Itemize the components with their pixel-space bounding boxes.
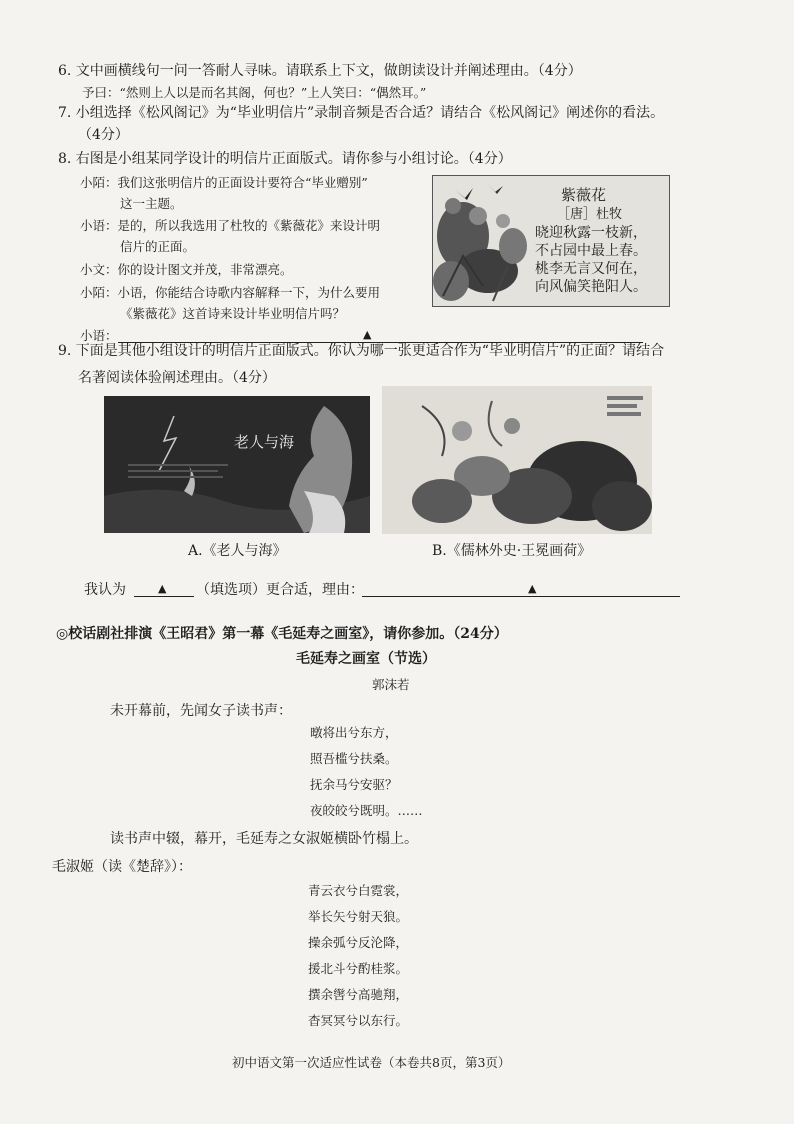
q8-prompt: 8. 右图是小组某同学设计的明信片正面版式。请你参与小组讨论。（4分） (58, 151, 512, 167)
lotus-painting-icon (382, 386, 652, 534)
q9-reason-line[interactable] (362, 596, 680, 597)
postcard-author: ［唐］杜牧 (557, 207, 623, 222)
old-man-sea-title: 老人与海 (234, 433, 295, 451)
poem2-line-3: 操余弧兮反沦降， (308, 935, 409, 950)
stage-direction-2: 读书声中辍，幕开，毛延寿之女淑姬横卧竹榻上。 (110, 831, 418, 847)
q9-prompt: 9. 下面是其他小组设计的明信片正面版式。你认为哪一张更适合作为“毕业明信片”的正面？请结合 (58, 343, 665, 359)
q8-dialogue-4a: 小陌：小语，你能结合诗歌内容解释一下，为什么要用 (80, 285, 381, 300)
poem2-line-4: 援北斗兮酌桂浆。 (308, 961, 409, 976)
q8-dialogue-2b: 信片的正面。 (120, 239, 196, 254)
q7-points: （4分） (78, 127, 129, 143)
poem1-line-4: 夜皎皎兮既明。…… (310, 803, 423, 818)
stage-direction-1: 未开幕前，先闻女子读书声： (110, 703, 292, 719)
page-footer: 初中语文第一次适应性试卷（本卷共8页，第3页） (232, 1055, 511, 1070)
postcard-line-2: 不占园中最上春。 (535, 243, 647, 259)
old-man-and-sea-postcard (104, 396, 370, 533)
q9-option-marker: ▲ (158, 582, 167, 595)
q9-answer-mid: （填选项）更合适，理由： (196, 582, 364, 598)
poem2-line-1: 青云衣兮白霓裳， (308, 883, 409, 898)
caption-a: A.《老人与海》 (188, 543, 287, 559)
q8-answer-label: 小语： (80, 328, 118, 343)
wang-mian-lotus-postcard (382, 386, 652, 534)
q9-answer-prefix: 我认为 (84, 582, 126, 598)
q8-dialogue-2a: 小语：是的，所以我选用了杜牧的《紫薇花》来设计明 (80, 218, 381, 233)
poem2-line-5: 撰余辔兮高驰翔， (308, 987, 409, 1002)
speaker-mao-shuji: 毛淑姬（读《楚辞》）： (52, 859, 192, 875)
old-man-sea-art-icon (104, 396, 370, 533)
q8-dialogue-4b: 《紫薇花》这首诗来设计毕业明信片吗？ (120, 306, 346, 321)
q6-quote: 予曰：“然则上人以是而名其阁，何也？”上人笑曰：“偶然耳。” (82, 85, 427, 100)
poem1-line-2: 照吾槛兮扶桑。 (310, 751, 398, 766)
postcard-line-3: 桃李无言又何在， (535, 261, 647, 277)
poem2-line-6: 杳冥冥兮以东行。 (308, 1013, 409, 1028)
poem1-line-1: 暾将出兮东方， (310, 725, 398, 740)
q8-dialogue-1b: 这一主题。 (120, 196, 183, 211)
caption-b: B.《儒林外史·王冕画荷》 (432, 543, 592, 559)
q6-prompt: 6. 文中画横线句一问一答耐人寻味。请联系上下文，做朗读设计并阐述理由。（4分） (58, 63, 582, 79)
postcard-line-4: 向风偏笑艳阳人。 (535, 279, 647, 295)
play-title: 毛延寿之画室（节选） (296, 651, 436, 667)
q9-prompt-2: 名著阅读体验阐述理由。（4分） (78, 370, 276, 386)
q8-dialogue-3: 小文：你的设计图文并茂，非常漂亮。 (80, 262, 293, 277)
q7-prompt: 7. 小组选择《松风阁记》为“毕业明信片”录制音频是否合适？请结合《松风阁记》阐述你的看法。 (58, 105, 665, 121)
poem2-line-2: 举长矢兮射天狼。 (308, 909, 409, 924)
section-header: ◎校话剧社排演《王昭君》第一幕《毛延寿之画室》，请你参加。（24分） (56, 626, 508, 642)
q8-blank-marker: ▲ (363, 328, 372, 341)
poem1-line-3: 抚余马兮安驱？ (310, 777, 398, 792)
purple-flower-postcard (432, 175, 670, 307)
postcard-title: 紫薇花 (561, 186, 607, 204)
q9-option-blank[interactable] (134, 596, 194, 597)
q8-dialogue-1a: 小陌：我们这张明信片的正面设计要符合“毕业赠别” (80, 175, 368, 190)
q9-reason-marker: ▲ (528, 582, 537, 595)
play-author: 郭沫若 (372, 677, 410, 692)
postcard-line-1: 晓迎秋露一枝新， (535, 225, 647, 241)
